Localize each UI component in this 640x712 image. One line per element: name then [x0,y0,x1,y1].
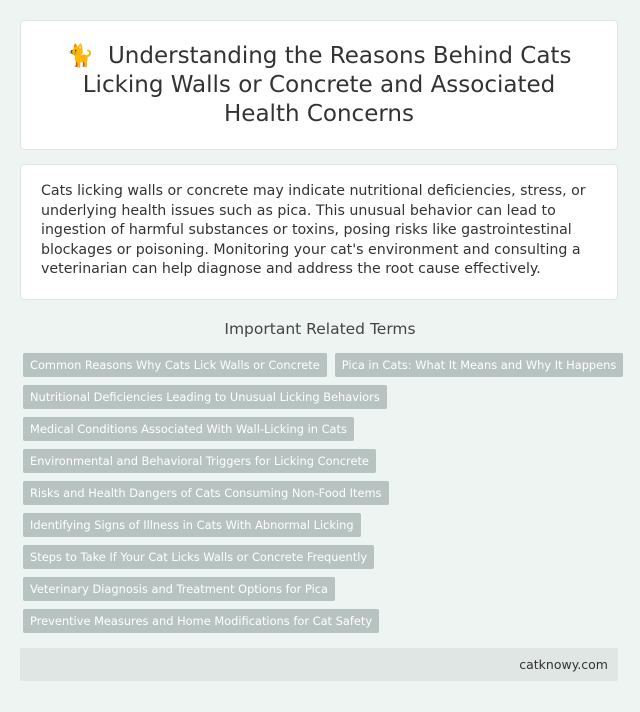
tag-row [23,481,623,513]
summary-card [20,164,618,300]
cat-icon: 🐈 [66,43,94,69]
related-terms-list [23,353,623,641]
related-term-tag[interactable]: Risks and Health Dangers of Cats Consuming Non-Food Items [23,481,389,505]
tag-row [23,513,623,545]
footer [20,648,618,681]
tag-row [23,353,623,385]
tag-row [23,577,623,609]
related-term-tag[interactable]: Pica in Cats: What It Means and Why It Happens [335,353,624,377]
page-title [45,42,593,129]
tag-row [23,449,623,481]
related-term-tag[interactable]: Medical Conditions Associated With Wall-Licking in Cats [23,417,354,441]
title-card [20,20,618,150]
page-title-text: Understanding the Reasons Behind Cats Licking Walls or Concrete and Associated Health Concerns [82,42,572,127]
tag-row [23,385,623,417]
site-link[interactable]: catknowy.com [519,657,608,672]
related-term-tag[interactable]: Nutritional Deficiencies Leading to Unusual Licking Behaviors [23,385,387,409]
tag-row [23,545,623,577]
related-term-tag[interactable]: Identifying Signs of Illness in Cats With Abnormal Licking [23,513,361,537]
related-term-tag[interactable]: Environmental and Behavioral Triggers for Licking Concrete [23,449,376,473]
related-terms-heading: Important Related Terms [224,320,416,338]
related-term-tag[interactable]: Preventive Measures and Home Modifications for Cat Safety [23,609,379,633]
tag-row [23,609,623,641]
related-term-tag[interactable]: Steps to Take If Your Cat Licks Walls or Concrete Frequently [23,545,374,569]
related-term-tag[interactable]: Veterinary Diagnosis and Treatment Options for Pica [23,577,335,601]
summary-text: Cats licking walls or concrete may indicate nutritional deficiencies, stress, or underlying health issues such as pica. This unusual behavior can lead to ingestion of harmful substances or toxins, posing risks like gastrointestinal blockages or poisoning. Monitoring your cat's environment and consulting a veterinarian can help diagnose and address the root cause effectively. [41,183,586,278]
tag-row [23,417,623,449]
related-term-tag[interactable]: Common Reasons Why Cats Lick Walls or Concrete [23,353,327,377]
